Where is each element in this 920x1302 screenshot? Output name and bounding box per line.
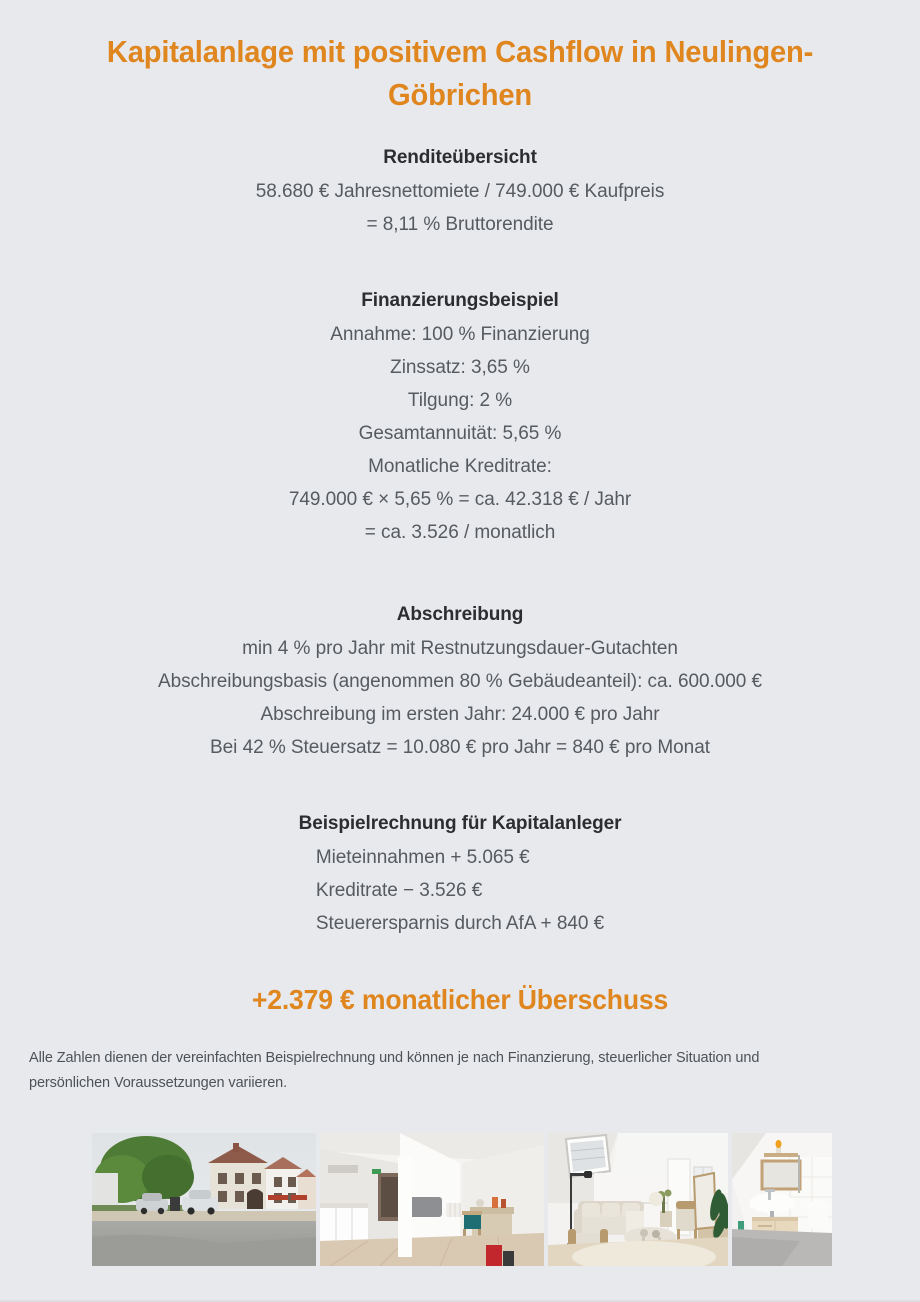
living-room-skylight-image xyxy=(548,1133,728,1266)
section-line: Tilgung: 2 % xyxy=(407,390,513,411)
monthly-surplus-highlight: +2.379 € monatlicher Überschuss xyxy=(251,984,669,1015)
photo-living-room-skylight[interactable] xyxy=(548,1133,728,1266)
section-line: Zinssatz: 3,65 % xyxy=(390,357,530,378)
section-line: Annahme: 100 % Finanzierung xyxy=(330,324,590,345)
page-title: Kapitalanlage mit positivem Cashflow in Neulingen-Göbrichen xyxy=(106,34,814,112)
ledger-line-tax-saving: Steuerersparnis durch AfA + 840 € xyxy=(315,913,605,934)
property-photo-gallery xyxy=(92,1133,828,1266)
section-line: Bei 42 % Steuersatz = 10.080 € pro Jahr = 840 € pro Monat xyxy=(210,737,710,758)
photo-exterior-street-view[interactable] xyxy=(92,1133,316,1266)
ledger-block xyxy=(316,841,604,940)
section-line: Abschreibung im ersten Jahr: 24.000 € pro Jahr xyxy=(260,704,660,725)
ledger-line-loan-rate: Kreditrate − 3.526 € xyxy=(315,880,483,901)
section-heading: Finanzierungsbeispiel xyxy=(361,290,559,311)
section-finanzierungsbeispiel xyxy=(0,285,920,549)
ledger-line-rental-income: Mieteinnahmen + 5.065 € xyxy=(315,847,530,868)
section-line: Gesamtannuität: 5,65 % xyxy=(358,423,562,444)
section-abschreibung xyxy=(0,599,920,764)
section-line: 749.000 € × 5,65 % = ca. 42.318 € / Jahr xyxy=(288,489,632,510)
section-beispielrechnung xyxy=(0,808,920,940)
section-line: min 4 % pro Jahr mit Restnutzungsdauer-Gutachten xyxy=(242,638,678,659)
section-line: = ca. 3.526 / monatlich xyxy=(364,522,556,543)
section-heading: Renditeübersicht xyxy=(383,147,537,168)
section-heading: Abschreibung xyxy=(396,604,524,625)
photo-bathroom-sink[interactable] xyxy=(732,1133,832,1266)
exterior-street-view-image xyxy=(92,1133,316,1266)
section-line: = 8,11 % Bruttorendite xyxy=(366,214,554,235)
disclaimer-text: Alle Zahlen dienen der vereinfachten Beispielrechnung und können je nach Finanzierung, steuerlicher Situation und persönlichen Voraussetzungen variieren. xyxy=(29,1050,760,1091)
section-line: Monatliche Kreditrate: xyxy=(368,456,552,477)
photo-hallway-kitchen[interactable] xyxy=(320,1133,544,1266)
hallway-kitchen-image xyxy=(320,1133,544,1266)
section-renditeuebersicht xyxy=(0,142,920,241)
section-line: 58.680 € Jahresnettomiete / 749.000 € Kaufpreis xyxy=(255,181,665,202)
section-heading: Beispielrechnung für Kapitalanleger xyxy=(298,813,622,834)
bathroom-sink-image xyxy=(732,1133,832,1266)
section-line: Abschreibungsbasis (angenommen 80 % Gebäudeanteil): ca. 600.000 € xyxy=(157,671,763,692)
